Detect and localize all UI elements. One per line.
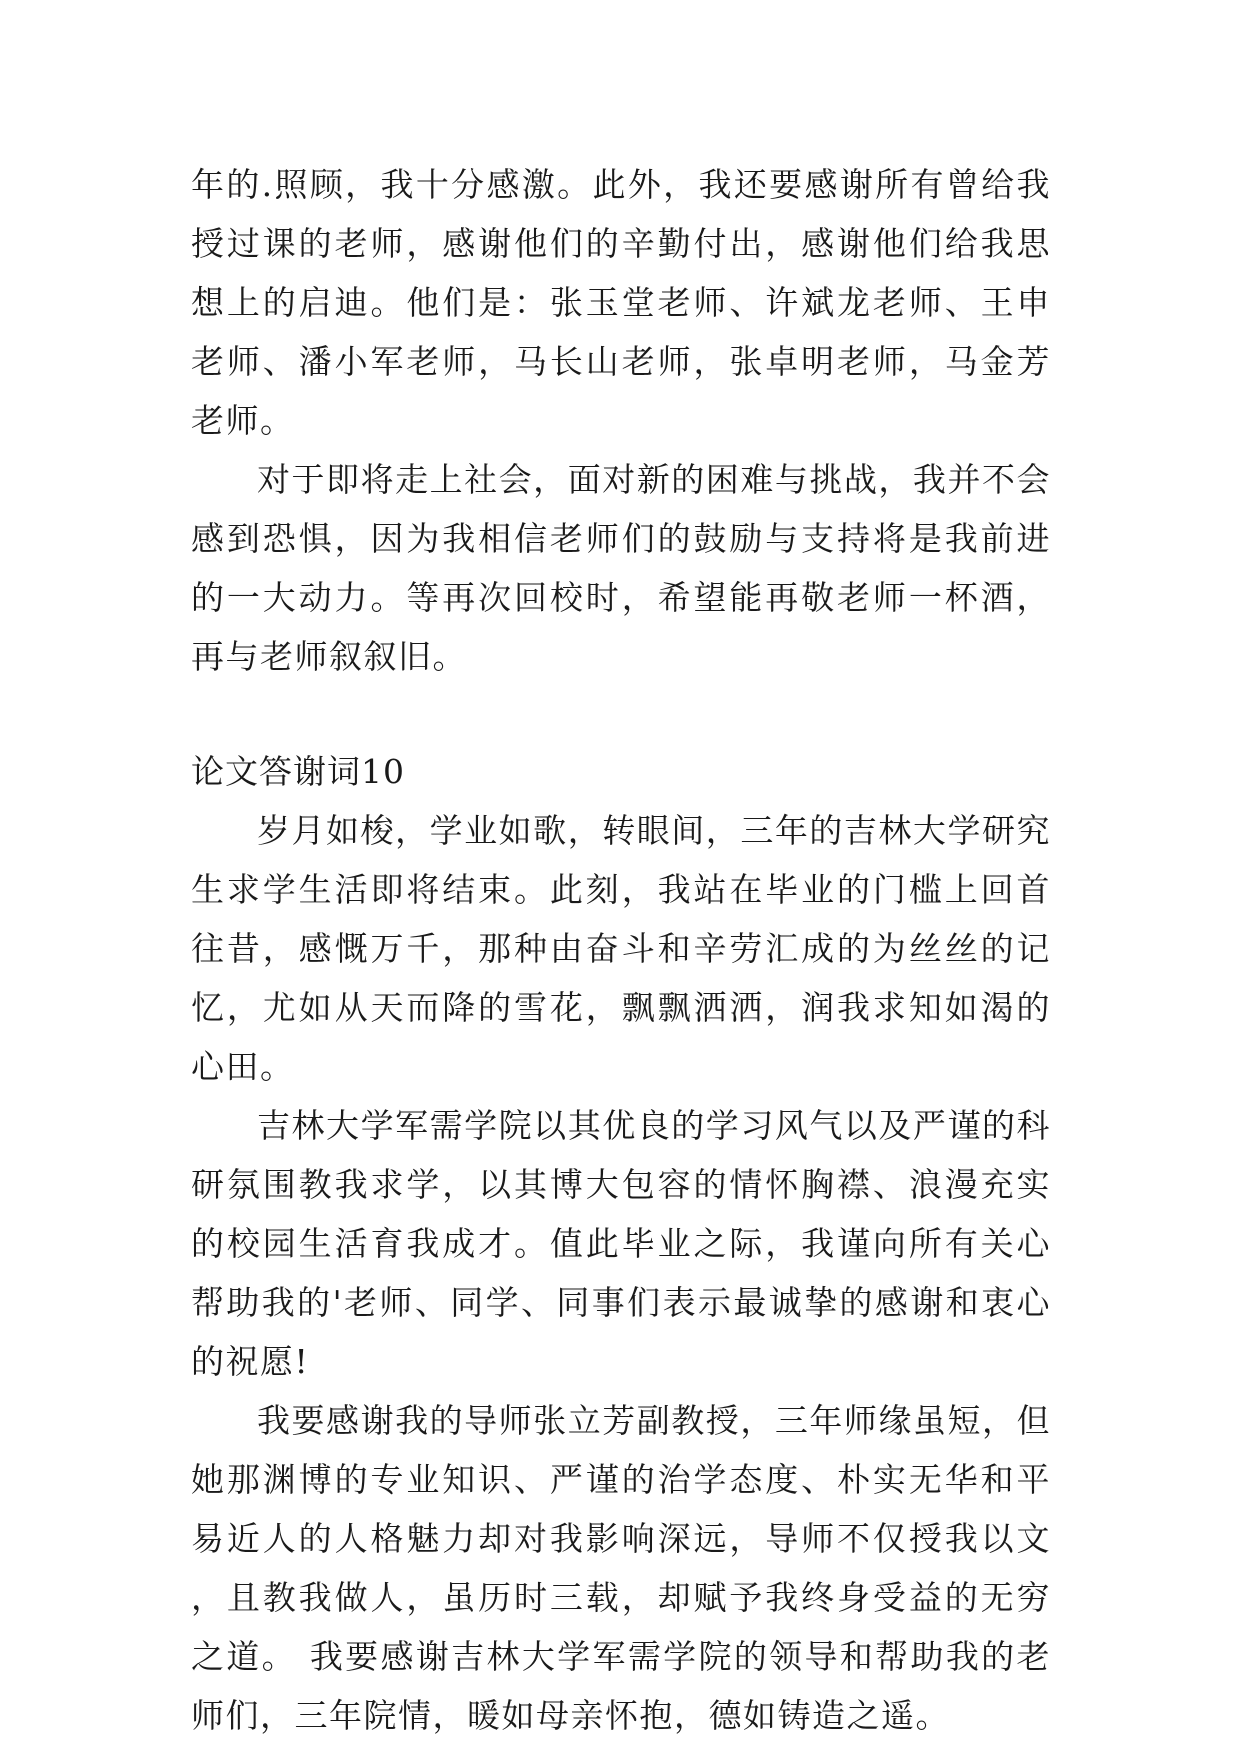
paragraph-future: 对于即将走上社会，面对新的困难与挑战，我并不会感到恐惧，因为我相信老师们的鼓励与支持将是我前进的一大动力。等再次回校时，希望能再敬老师一杯酒，再与老师叙叙旧。	[191, 460, 1051, 676]
paragraph-college: 吉林大学军需学院以其优良的学习风气以及严谨的科研氛围教我求学，以其博大包容的情怀胸襟、浪漫充实的校园生活育我成才。值此毕业之际，我谨向所有关心帮助我的'老师、同学、同事们表示最诚挚的感谢和衷心的祝愿!	[191, 1106, 1051, 1381]
document-body	[191, 155, 1051, 1745]
paragraph-advisor: 我要感谢我的导师张立芳副教授，三年师缘虽短，但她那渊博的专业知识、严谨的治学态度、朴实无华和平易近人的人格魅力却对我影响深远，导师不仅授我以文，且教我做人，虽历时三载，却赋予我终身受益的无穷之道。 我要感谢吉林大学军需学院的领导和帮助我的老师们，三年院情，暖如母亲怀抱，德如铸造之遥。	[191, 1401, 1051, 1735]
paragraph-years: 岁月如梭，学业如歌，转眼间，三年的吉林大学研究生求学生活即将结束。此刻，我站在毕业的门槛上回首往昔，感慨万千，那种由奋斗和辛劳汇成的为丝丝的记忆，尤如从天而降的雪花，飘飘洒洒，润我求知如渴的心田。	[191, 811, 1051, 1086]
paragraph-thanks-teachers: 年的.照顾，我十分感激。此外，我还要感谢所有曾给我授过课的老师，感谢他们的辛勤付出，感谢他们给我思想上的启迪。他们是：张玉堂老师、许斌龙老师、王申老师、潘小军老师，马长山老师，张卓明老师，马金芳老师。	[191, 165, 1051, 440]
section-heading: 论文答谢词10	[191, 752, 405, 791]
